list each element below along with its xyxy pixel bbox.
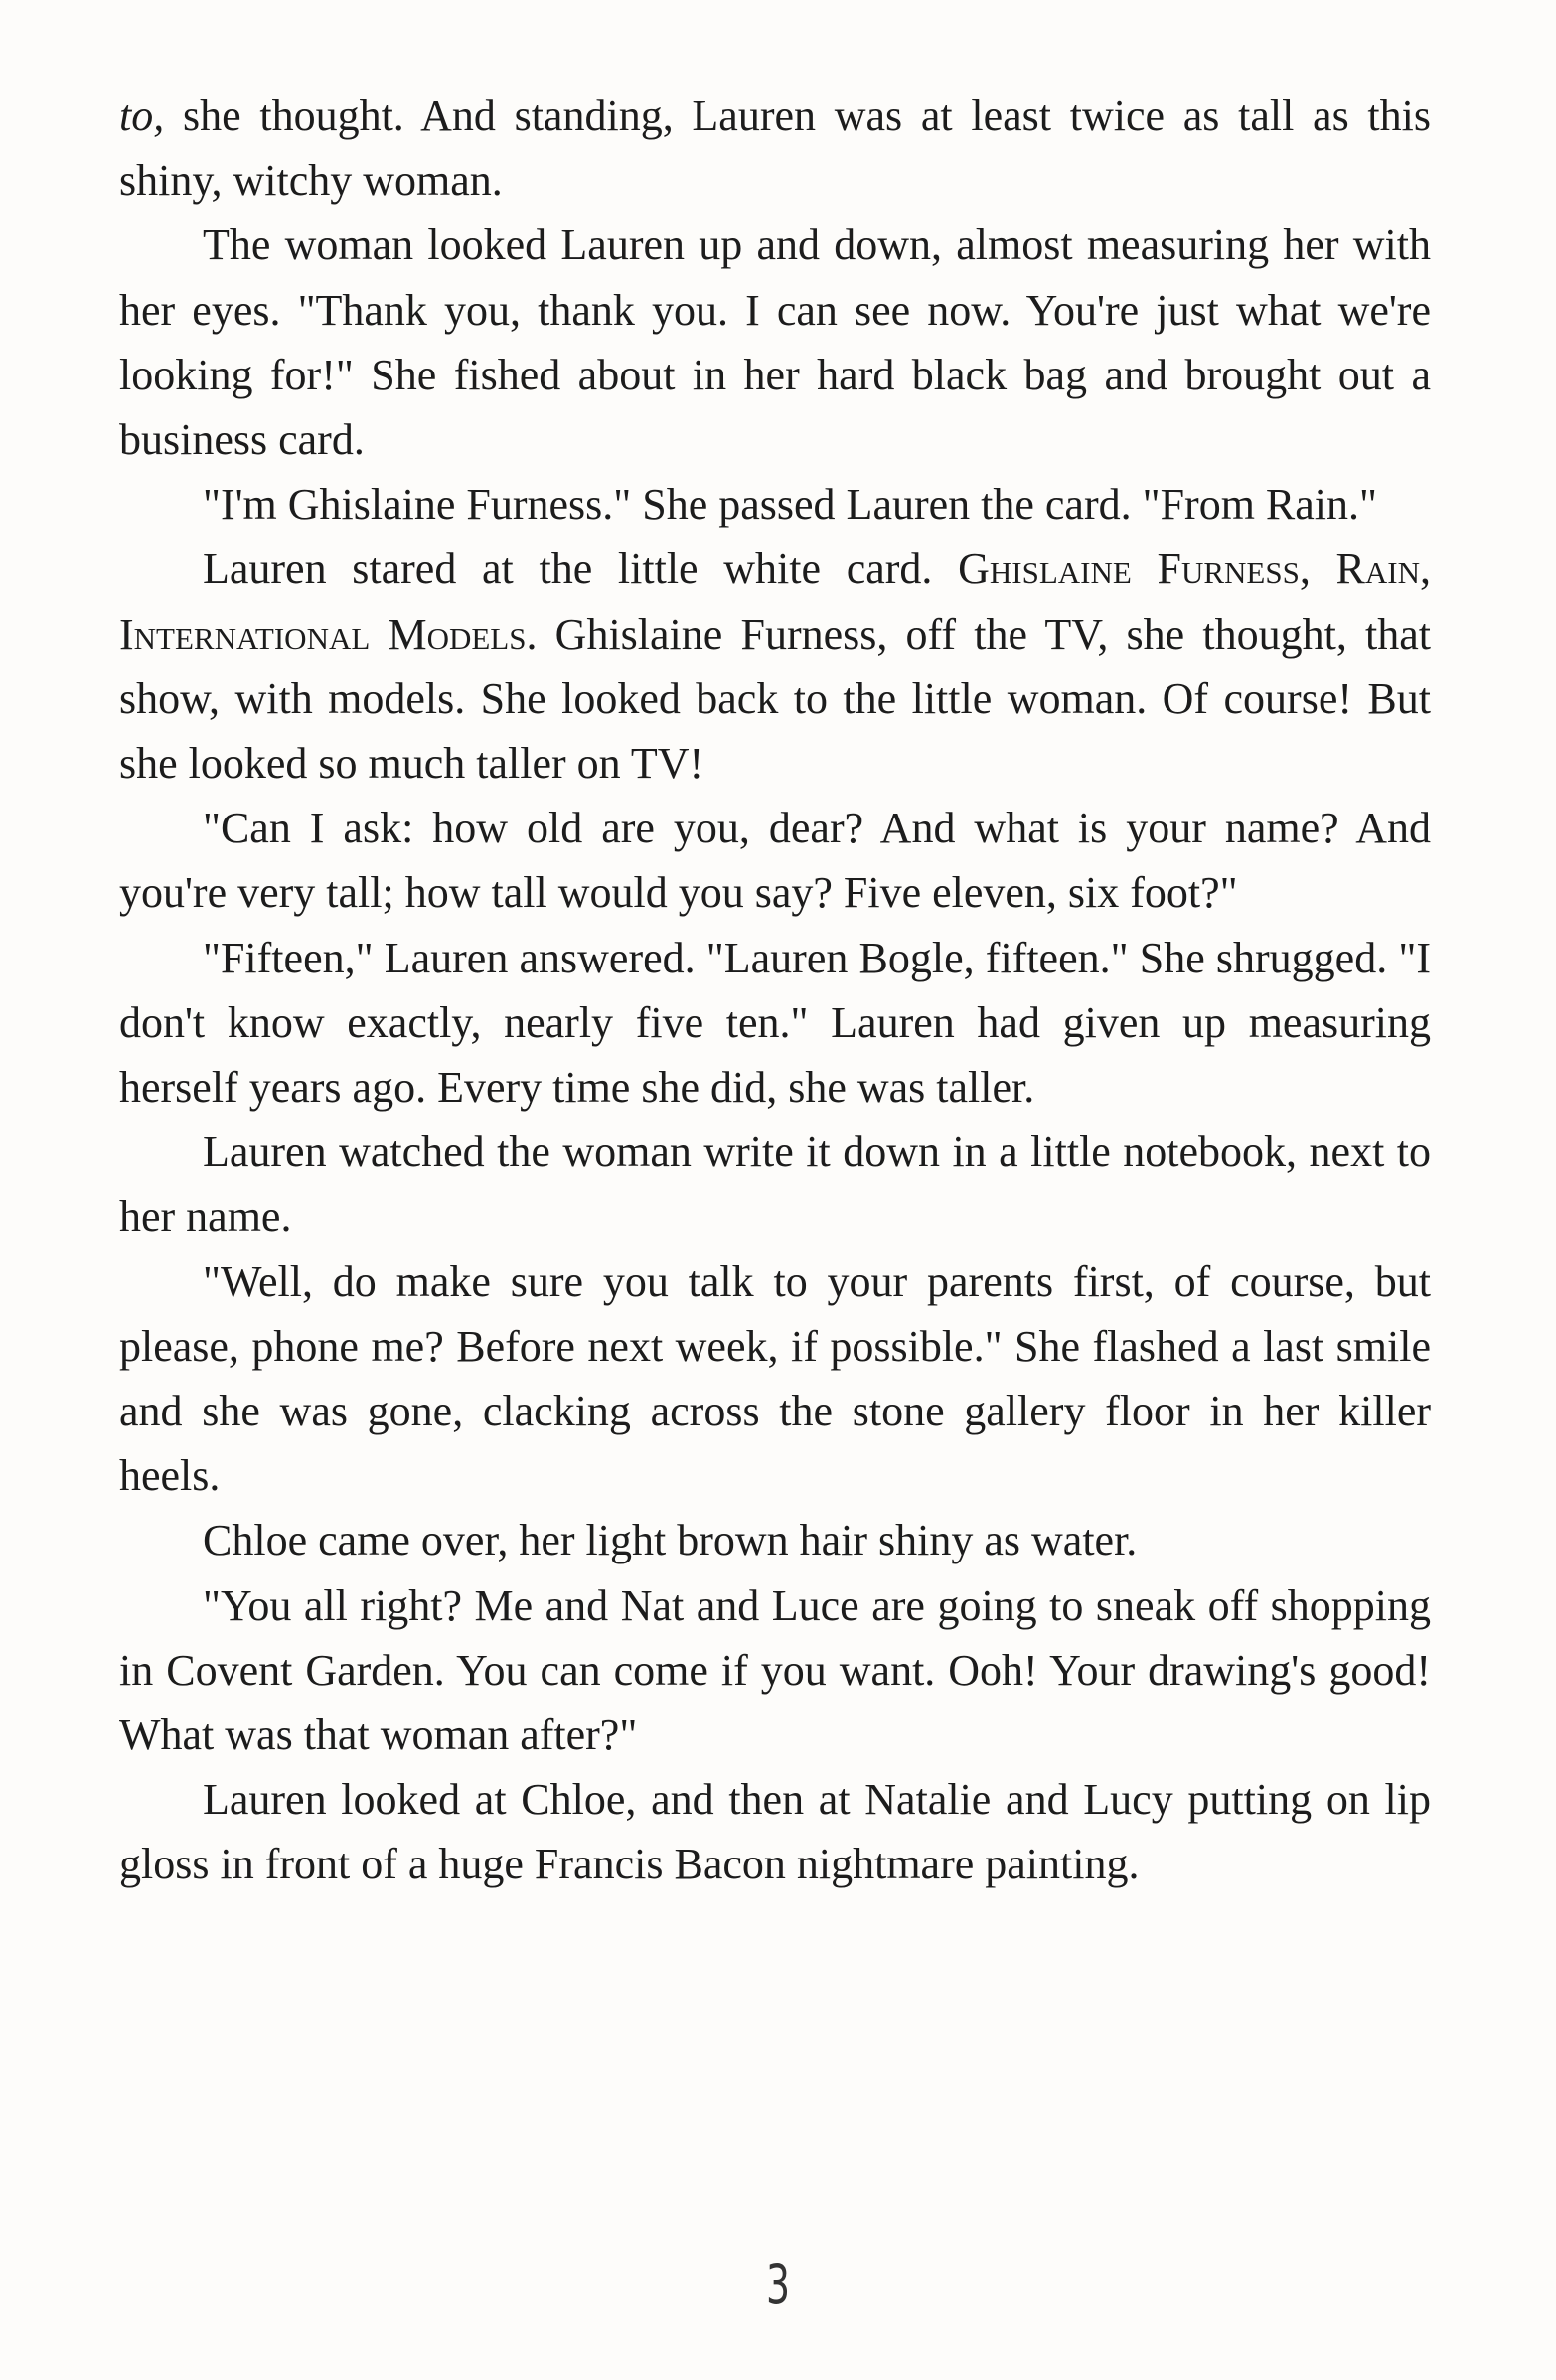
paragraph-9: Chloe came over, her light brown hair shiny as water. — [203, 1516, 1138, 1565]
paragraph-1 — [119, 83, 1431, 213]
paragraph-4-before: Lauren stared at the little white card. — [203, 544, 959, 594]
paragraph-4-after: Ghislaine Furness, off the TV, she thought, that show, with models. She looked back to the little woman. Of course! But she looked so much taller on TV! — [119, 609, 1432, 789]
italic-word: to, — [119, 91, 165, 140]
paragraph-6: "Fifteen," Lauren answered. "Lauren Bogle, fifteen." She shrugged. "I don't know exactly, nearly five ten." Lauren had given up measuring herself years ago. Every time she did, she was taller. — [119, 933, 1431, 1113]
book-page-text — [119, 83, 1431, 1897]
page-number: 3 — [765, 2253, 791, 2315]
business-card-text: Ghislaine Furness, Rain, International Models. — [119, 544, 1431, 659]
paragraph-7: Lauren watched the woman write it down in a little notebook, next to her name. — [119, 1127, 1431, 1242]
paragraph-4 — [119, 536, 1431, 796]
paragraph-3: "I'm Ghislaine Furness." She passed Lauren the card. "From Rain." — [203, 480, 1377, 529]
paragraph-1-text: she thought. And standing, Lauren was at least twice as tall as this shiny, witchy woman. — [119, 91, 1431, 206]
paragraph-11: Lauren looked at Chloe, and then at Natalie and Lucy putting on lip gloss in front of a huge Francis Bacon nightmare painting. — [119, 1775, 1431, 1889]
paragraph-10: "You all right? Me and Nat and Luce are going to sneak off shopping in Covent Garden. You can come if you want. Ooh! Your drawing's good! What was that woman after?" — [119, 1580, 1431, 1760]
paragraph-8: "Well, do make sure you talk to your parents first, of course, but please, phone me? Before next week, if possible." She flashed a last smile and she was gone, clacking across the stone gallery floor in her killer heels. — [119, 1257, 1431, 1501]
paragraph-2: The woman looked Lauren up and down, almost measuring her with her eyes. "Thank you, thank you. I can see now. You're just what we're looking for!" She fished about in her hard black bag and brought out a business card. — [119, 221, 1431, 465]
paragraph-5: "Can I ask: how old are you, dear? And what is your name? And you're very tall; how tall would you say? Five eleven, six foot?" — [119, 804, 1431, 918]
